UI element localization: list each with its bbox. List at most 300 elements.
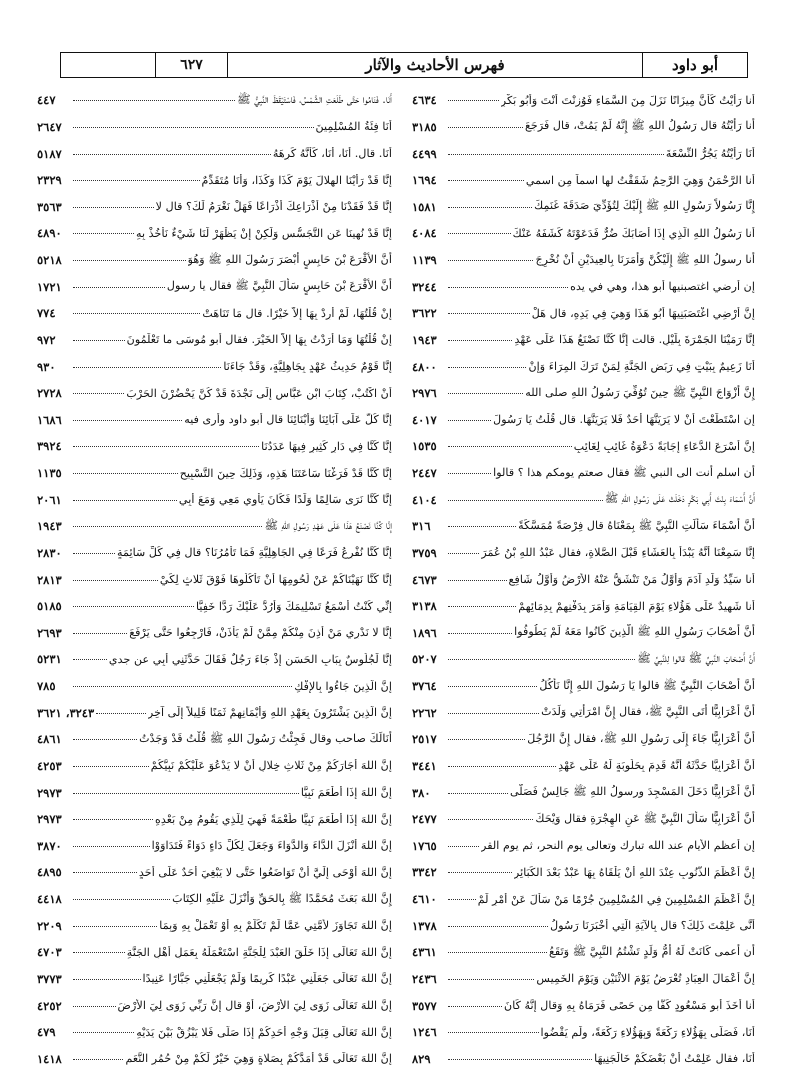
hadith-text: أَنا الرَّحْمَنُ وَهِيَ الرَّحِمُ شَقَقْتُ لها اسماً مِن اسمي: [525, 173, 755, 187]
dot-leader: [73, 632, 127, 634]
hadith-number: ٢٤٣٦: [412, 971, 437, 986]
hadith-number: ٣٨٠: [412, 785, 431, 800]
hadith-number: ٤٨٩٠: [37, 226, 62, 241]
index-entry: [37, 407, 392, 434]
hadith-number: ٤٧٠٣: [37, 945, 62, 960]
dot-leader: [448, 871, 512, 873]
dot-leader: [448, 712, 539, 714]
hadith-text: أَنَالَكَ صاحب وقال فَجِئْتُ رَسُولَ اللهِ ﷺ قُلْتُ قَدْ وَجَدْتُ: [139, 731, 392, 745]
dot-leader: [448, 206, 532, 208]
index-entry: [37, 247, 392, 274]
hadith-text: أن أعمى كَانَتْ لَهُ أُمُّ وَلَدٍ تَشْتُمُ النَّبِيَّ ﷺ وَتَقَعُ: [548, 944, 755, 958]
dot-leader: [73, 339, 125, 341]
index-entry: [37, 327, 392, 354]
hadith-number: ٤٨٩٥: [37, 865, 62, 880]
hadith-number: ١٤١٨: [37, 1051, 62, 1066]
hadith-number: ٣١٣٨: [412, 599, 437, 614]
index-entry: [412, 433, 755, 460]
index-entry: [37, 433, 392, 460]
hadith-number: ٣٨٧٠: [37, 838, 62, 853]
hadith-text: أنا رَأَيْتُهُ قال رَسُولُ اللهِ ﷺ إِنَّهُ لَمْ يَمُتْ، قال فَرَجَعَ: [524, 119, 755, 133]
hadith-number: ١٦٩٤: [412, 173, 437, 188]
dot-leader: [73, 392, 124, 394]
index-entry: [37, 593, 392, 620]
hadith-text: أَنَّ أَصْحَابَ النَّبِيِّ ﷺ قالوا يَا رَسُولَ اللهِ إِنَّا نَأْكُلُ: [539, 678, 755, 692]
hadith-number: ٣٧٧٣: [37, 971, 62, 986]
hadith-number: ٤٠١٧: [412, 412, 437, 427]
hadith-number: ٤٤٧: [37, 93, 56, 108]
hadith-text: إِنَّا قَوْمٌ حَدِيثُ عَهْدٍ بِجَاهِلِيَّةٍ، وَقَدْ جَاءَنَا: [223, 360, 392, 374]
hadith-text: إِنَّا قَدْ نُهِينَا عَنِ التَّجَسُّسِ وَلَكِنْ إِنْ يَظْهَرْ لَنَا شَيْءٌ نَأْخُذْ بِهِ: [136, 226, 392, 240]
dot-leader: [73, 871, 137, 873]
hadith-text: أَنَّ الأَقْرَعَ بْنَ حَابِسٍ سَأَلَ النَّبِيَّ ﷺ فقال يا رسول: [166, 279, 392, 293]
dot-leader: [448, 126, 523, 128]
dot-leader: [448, 605, 516, 607]
hadith-number: ٣١٨٥: [412, 119, 437, 134]
hadith-text: أَنَّ أَصْحَابَ النَّبِيِّ ﷺ قالوا لِلنَّبِيِّ ﷺ: [637, 651, 755, 665]
hadith-text: أَنَا. قال. أَنَا، أَنَا، كَأَنَّهُ كَرِهَهُ: [272, 147, 392, 161]
hadith-number: ٢٨١٣: [37, 572, 62, 587]
dot-leader: [448, 738, 525, 740]
hadith-text: أَنَا، فقال عَلِمْتُ أَنْ بَعْضَكُمْ خَالَجَنِيهَا: [594, 1052, 755, 1066]
dot-leader: [73, 685, 292, 687]
index-entry: [412, 646, 755, 673]
hadith-text: إِنَّا كُنَّا فِي دَارٍ كَثِيرٍ فِيهَا عَدَدُنَا: [261, 439, 392, 453]
hadith-text: إِنَّ أَسْرَعَ الدُّعَاءِ إِجَابَةً دَعْوَةُ غَائِبٍ لِغَائِبٍ: [573, 439, 755, 453]
dot-leader: [448, 658, 635, 660]
hadith-number: ٣٧٦٤: [412, 679, 437, 694]
dot-leader: [448, 392, 523, 394]
hadith-text: إِنَّ اللهَ تَعَالَى قِبَلَ وَجْهِ أَحَدِكُمْ إِذَا صَلَّى فَلا يَبْزُقْ بَيْنَ يَدَيْهِ: [136, 1025, 392, 1039]
hadith-text: إِنَّا كُنَّا قَدْ فَرَغْنَا سَاعَتَنَا هَذِهِ، وَذَلِكَ حِينَ التَّسْبِيحِ: [179, 466, 392, 480]
hadith-number: ٢٦٤٧: [37, 119, 62, 134]
hadith-text: إِنَّ أَعْظَمَ الذُّنُوبِ عِنْدَ اللهِ أَنْ يَلْقَاهُ بِهَا عَبْدٌ بَعْدَ الكَبَائِرِ: [513, 865, 755, 879]
dot-leader: [73, 605, 194, 607]
hadith-number: ٣٣٤٢: [412, 865, 437, 880]
index-entry: [412, 300, 755, 327]
dot-leader: [73, 818, 153, 820]
index-entry: [37, 1019, 392, 1046]
index-entry: [412, 220, 755, 247]
hadith-text: إِنْ قُلْتُهَا، لَمْ أُرِدْ بِهَا إِلاَّ خَيْرًا. قال مَا تَنَاهَتْ: [202, 306, 392, 320]
hadith-number: ٤٦١٠: [412, 892, 437, 907]
hadith-number: ٤٨٠٠: [412, 359, 437, 374]
index-entry: [412, 566, 755, 593]
hadith-text: أَنَّ أَعْرَابِيًّا سَأَلَ النَّبِيَّ ﷺ عَنِ الهِجْرَةِ فقال وَيْحَكَ: [535, 811, 755, 825]
dot-leader: [73, 525, 262, 527]
hadith-number: ١٩٤٣: [37, 519, 62, 534]
hadith-number: ٥٢٠٧: [412, 652, 437, 667]
index-entry: [412, 380, 755, 407]
hadith-text: إِنَّ اللهَ تَجَاوَزَ لأُمَّتِي عَمَّا لَمْ تَكَلَّمْ بِهِ أَوْ تَعْمَلْ بِهِ وَبِمَا: [159, 919, 392, 933]
hadith-number: ٤١٠٤: [412, 492, 437, 507]
dot-leader: [73, 312, 200, 314]
index-entry: [37, 273, 392, 300]
index-entry: [37, 114, 392, 141]
index-entry: [37, 966, 392, 993]
hadith-text: أَنَّ أَصْحَابَ رَسُولِ اللهِ ﷺ الَّذِينَ كَانُوا مَعَهُ لَمْ يَطُوفُوا: [514, 625, 755, 639]
hadith-text: إِنَّ اللهَ تَعَالَى جَعَلَنِي عَبْدًا كَرِيمًا وَلَمْ يَجْعَلْنِي جَبَّارًا عَنِيدًا: [142, 972, 392, 986]
hadith-number: ٢٨٣٠: [37, 545, 62, 560]
index-entry: [37, 540, 392, 567]
index-entry: [37, 699, 392, 726]
index-entry: [412, 912, 755, 939]
hadith-text: إِنَّا سَمِعْنَا أَنَّهُ يَبْدَأُ بِالعَشَاءِ قَبْلَ الصَّلاةِ، فقال عَبْدُ اللهِ بْنُ عُمَرَ: [481, 546, 755, 560]
index-entry: [37, 460, 392, 487]
index-entry: [37, 859, 392, 886]
page-number: ٦٢٧: [156, 53, 228, 77]
index-entry: [412, 273, 755, 300]
dot-leader: [448, 445, 572, 447]
index-entry: [412, 939, 755, 966]
dot-leader: [448, 579, 507, 581]
hadith-number: ٢٩٧٦: [412, 386, 437, 401]
hadith-number: ١٥٣٥: [412, 439, 437, 454]
index-entry: [37, 87, 392, 114]
index-entry: [412, 806, 755, 833]
dot-leader: [73, 445, 259, 447]
hadith-text: إِنَّ اللهَ تَعَالَى قَدْ أَمَدَّكُمْ بِصَلاةٍ وَهِيَ خَيْرٌ لَكُمْ مِنْ حُمُرِ النَّعَمِ: [125, 1052, 392, 1066]
index-entry: [412, 992, 755, 1019]
hadith-number: ٧٧٤: [37, 306, 56, 321]
hadith-number: ٨٢٩: [412, 1051, 431, 1066]
dot-leader: [448, 286, 568, 288]
index-entry: [412, 966, 755, 993]
index-entry: [37, 194, 392, 221]
hadith-number: ١٩٤٣: [412, 332, 437, 347]
hadith-number: ٣٩٢٤: [37, 439, 62, 454]
dot-leader: [448, 792, 508, 794]
hadith-number: ٤٠٨٤: [412, 226, 437, 241]
index-entry: [37, 486, 392, 513]
index-entry: [412, 726, 755, 753]
hadith-number: ٩٣٠: [37, 359, 56, 374]
index-entry: [37, 1046, 392, 1073]
hadith-number: ٢٥١٧: [412, 732, 437, 747]
dot-leader: [448, 632, 512, 634]
dot-leader: [73, 1058, 123, 1060]
hadith-text: إِنَّا رَسُولاً رَسُولِ اللهِ ﷺ إِلَيْكَ لِتُؤَدِّيَ صَدَقَةَ غَنَمِكَ: [534, 199, 755, 213]
hadith-number: ٣٢٤٤: [412, 279, 437, 294]
dot-leader: [73, 845, 150, 847]
hadith-number: ٢٢٦٢: [412, 705, 437, 720]
index-entry: [412, 833, 755, 860]
dot-leader: [73, 499, 177, 501]
index-entry: [412, 540, 755, 567]
hadith-text: إِنَّ الَّذِينَ يَشْتَرُونَ بِعَهْدِ اللهِ وَأَيْمَانِهِمْ ثَمَنًا قَلِيلاً إِلَى آخِرِ: [147, 706, 392, 720]
index-entry: [412, 779, 755, 806]
hadith-number: ٢٩٧٣: [37, 812, 62, 827]
index-entry: [412, 327, 755, 354]
hadith-text: إن أعظم الأيام عند الله تبارك وتعالى يوم النحر، ثم يوم القر: [481, 839, 755, 853]
dot-leader: [73, 1005, 116, 1007]
left-column: [37, 87, 392, 1072]
index-entry: [37, 886, 392, 913]
hadith-text: أَنَا. فَنَامُوا حَتَّى طَلَعَتِ الشَّمْسُ، فَاسْتَيْقَظَ النَّبِيُّ ﷺ: [237, 92, 392, 106]
hadith-number: ١٧٢١: [37, 279, 62, 294]
hadith-number: ٤٣٦١: [412, 945, 437, 960]
hadith-number: ٣١٦: [412, 519, 431, 534]
hadith-text: إِنَّ اللهَ إِذَا أَطْعَمَ نَبِيًّا طُعْمَةً فَهِيَ لِلَّذِي يَقُومُ مِنْ بَعْدِهِ: [154, 812, 392, 826]
hadith-text: أَنا رسولُ اللهِ ﷺ إِلَيْكُنَّ وَأَمَرَنَا بِالعِيدَيْنِ أَنْ نُخْرِجَ: [535, 252, 755, 266]
index-entry: [412, 114, 755, 141]
index-entry: [412, 673, 755, 700]
hadith-text: أَنَا زَعِيمٌ بِبَيْتٍ فِي رَبَضِ الجَنَّةِ لِمَنْ تَرَكَ المِرَاءَ وَإِنْ: [528, 360, 755, 374]
dot-leader: [73, 206, 154, 208]
book-name: أبو داود: [642, 53, 747, 77]
page-header: [60, 52, 748, 78]
hadith-text: إِنَّا قَدْ رَأَيْنَا الهِلالَ يَوْمَ كَذَا وَكَذَا، وَأَنَا مُتَقَدِّمٌ: [201, 173, 392, 187]
hadith-number: ١٧٦٥: [412, 838, 437, 853]
hadith-text: إِنَّ أَزْوَاجَ النَّبِيِّ ﷺ حِينَ تُوُفِّيَ رَسُولُ اللهِ صلى الله: [525, 385, 755, 399]
hadith-text: أَنْ اكْتُبْ، كِتَابَ ابْنِ عَبَّاسٍ إِلَى نَجْدَةَ قَدْ كُنَّ يَحْضُرْنَ الحَرْبَ: [126, 386, 392, 400]
dot-leader: [448, 898, 476, 900]
hadith-number: ٢٦٩٣: [37, 625, 62, 640]
dot-leader: [73, 925, 157, 927]
hadith-number: ٩٧٢: [37, 332, 56, 347]
hadith-number: ١١٣٥: [37, 466, 62, 481]
hadith-text: إن أرضي اغتصبنيها أبو هذا، وهي في يده: [570, 280, 755, 294]
hadith-text: إِنَّ اللهَ أَوْحَى إِلَيَّ أَنْ تَوَاضَعُوا حَتَّى لا يَبْغِيَ أَحَدٌ عَلَى أَحَدٍ: [138, 865, 392, 879]
hadith-text: إِنَّا رَمَيْنَا الجَمْرَةَ بِلَيْلٍ. قالت إِنَّا كُنَّا نَصْنَعُ هَذَا عَلَى عَهْدِ: [514, 333, 755, 347]
dot-leader: [73, 765, 149, 767]
dot-leader: [73, 366, 221, 368]
hadith-number: ٤٨٦١: [37, 732, 62, 747]
hadith-number: ٤٢٥٢: [37, 998, 62, 1013]
hadith-number: ١٥٨١: [412, 199, 437, 214]
index-entry: [412, 87, 755, 114]
hadith-number: ١٢٤٦: [412, 1025, 437, 1040]
hadith-text: أَنَا، فَصَلَّى بِهَؤُلاءِ رَكْعَةً وَبِهَؤُلاءِ رَكْعَةً، ولَم يَقْضُوا: [540, 1025, 755, 1039]
index-entry: [37, 646, 392, 673]
index-entry: [37, 353, 392, 380]
index-entry: [37, 620, 392, 647]
hadith-text: أَنَّ أَعْرَابِيًّا حَدَّثَهُ أَنَّهُ قَدِمَ بِحَلُوبَةٍ لَهُ عَلَى عَهْدِ: [558, 759, 755, 773]
hadith-number: ١٦٨٦: [37, 412, 62, 427]
index-entry: [37, 220, 392, 247]
dot-leader: [448, 925, 548, 927]
dot-leader: [448, 978, 534, 980]
dot-leader: [448, 179, 524, 181]
hadith-text: إِنَّ اللهَ تَعَالَى إِذَا خَلَقَ العَبْدَ لِلْجَنَّةِ اسْتَعْمَلَهُ بِعَمَلِ أَهْلِ الجَنَّةِ: [126, 945, 392, 959]
index-entry: [412, 1046, 755, 1073]
index-entry: [37, 806, 392, 833]
hadith-text: إِنَّ اللهَ تَعَالَى زَوَى لِيَ الأَرْضَ، أَوْ قال إِنَّ رَبِّي زَوَى لِيَ الأَرْضَ: [117, 999, 392, 1013]
hadith-number: ٢٠٦١: [37, 492, 62, 507]
dot-leader: [448, 232, 511, 234]
hadith-number: ٤٦٧٣: [412, 572, 437, 587]
index-entry: [37, 939, 392, 966]
index-entry: [37, 673, 392, 700]
hadith-text: أَنا رَأَيْتُ كَأَنَّ مِيزَانًا نَزَلَ مِنَ السَّمَاءِ فَوُزِنْتَ أَنْتَ وَأَبُو بَكْرٍ: [500, 93, 755, 107]
dot-leader: [448, 845, 479, 847]
hadith-text: أَنَا رَأَيْتُهُ يَجُرُّ النِّسْعَةَ: [665, 147, 755, 161]
dot-leader: [73, 978, 141, 980]
hadith-text: إِنْ قُلْتُهَا وَمَا أَرَدْتُ بِهَا إِلاَّ الخَيْرَ. فقال أبو مُوسَى ما تَعْلَمُونَ: [126, 333, 392, 347]
index-entry: [37, 779, 392, 806]
dot-leader: [73, 658, 107, 660]
index-entry: [412, 753, 755, 780]
hadith-number: ٥٢٣١: [37, 652, 62, 667]
dot-leader: [448, 525, 516, 527]
index-entry: [37, 380, 392, 407]
hadith-text: أَنا شَهِيدٌ عَلَى هَؤُلاءِ يَوْمَ القِيَامَةِ وَأَمَرَ بِدَفْنِهِمْ بِدِمَائِهِمْ: [518, 599, 755, 613]
hadith-text: أَنَّ أَعْرَابِيًّا أَتَى النَّبِيَّ ﷺ، فقال إِنَّ امْرَأَتِي وَلَدَتْ: [541, 705, 755, 719]
hadith-text: أَنا أَخَذَ أبو مَسْعُودٍ كَفًّا مِن حَصًى فَرَمَاهُ بِهِ وَقال إِنَّهُ كَانَ: [504, 999, 755, 1013]
hadith-number: ٤٦٣٤: [412, 93, 437, 108]
dot-leader: [448, 818, 533, 820]
hadith-number: ١٣٧٨: [412, 918, 437, 933]
hadith-text: إِنَّا كُنَّا نَرَى سَالِمًا وَلَدًا فَكَانَ يَأْوِي مَعِي وَمَعَ أَبِي: [178, 493, 392, 507]
hadith-number: ٣٥٧٧: [412, 998, 437, 1013]
dot-leader: [73, 951, 125, 953]
hadith-number: ٥١٨٧: [37, 146, 62, 161]
dot-leader: [448, 472, 491, 474]
dot-leader: [96, 712, 146, 714]
index-entry: [412, 513, 755, 540]
dot-leader: [73, 232, 134, 234]
hadith-number: ١١٣٩: [412, 253, 437, 268]
dot-leader: [448, 366, 526, 368]
hadith-number: ٢٧٢٨: [37, 386, 62, 401]
index-entry: [412, 167, 755, 194]
hadith-text: إِنَّ أَرْضِي اغْتَصَبَنِيهَا أَبُو هَذَا وَهِيَ فِي يَدِهِ، قال هَلْ: [531, 306, 755, 320]
index-entry: [412, 859, 755, 886]
hadith-number: ٢٤٧٧: [412, 812, 437, 827]
hadith-number: ١٨٩٦: [412, 625, 437, 640]
dot-leader: [448, 685, 537, 687]
index-entry: [412, 353, 755, 380]
dot-leader: [448, 312, 530, 314]
hadith-text: أَنا رَسُولُ اللهِ الَّذِي إِذَا أَصَابَكَ ضُرٌّ فَدَعَوْتَهُ كَشَفَهُ عَنْكَ: [512, 226, 755, 240]
dot-leader: [73, 472, 178, 474]
dot-leader: [448, 99, 499, 101]
index-entry: [37, 833, 392, 860]
index-entry: [37, 513, 392, 540]
index-entry: [412, 140, 755, 167]
dot-leader: [73, 126, 314, 128]
index-entry: [412, 460, 755, 487]
dot-leader: [448, 153, 664, 155]
dot-leader: [73, 552, 115, 554]
dot-leader: [73, 259, 186, 261]
hadith-text: إِنَّا قَدْ فَقَدْنَا مِنْ أَذْرَاعِكَ أَذْرَاعًا فَهَلْ نَغْرَمُ لَكَ؟ قال لا: [155, 200, 392, 214]
dot-leader: [448, 951, 547, 953]
dot-leader: [73, 286, 165, 288]
dot-leader: [448, 339, 512, 341]
hadith-number: ٣٥٦٣: [37, 199, 62, 214]
hadith-number: ٤٧٩: [37, 1025, 56, 1040]
index-entry: [412, 407, 755, 434]
hadith-text: أَنَّ أَسْمَاءَ سَأَلَتِ النَّبِيَّ ﷺ بِمَعْنَاهُ قال فِرْصَةً مُمَسَّكَةً: [518, 518, 755, 532]
dot-leader: [73, 898, 170, 900]
dot-leader: [73, 99, 235, 101]
hadith-number: ٣٧٥٩: [412, 545, 437, 560]
dot-leader: [73, 153, 271, 155]
index-entry: [37, 726, 392, 753]
index-entry: [37, 566, 392, 593]
hadith-number: ٢٩٧٣: [37, 785, 62, 800]
hadith-text: إِنَّا كُنَّا نُفْرِعُ فَرَعًا فِي الجَاهِلِيَّةِ فَمَا تَأْمُرُنَا؟ قال فِي كُلِّ سَائِمَةٍ: [117, 546, 392, 560]
hadith-text: إِنَّ أَعْمَالَ العِبَادِ تُعْرَضُ يَوْمَ الاثْنَيْنِ وَيَوْمَ الخَمِيسِ: [536, 972, 755, 986]
index-entry: [37, 753, 392, 780]
index-entry: [412, 194, 755, 221]
hadith-text: إِنَّا كُنَّا نَصْنَعُ هَذَا عَلَى عَهْدِ رَسُولِ اللهِ ﷺ: [264, 518, 392, 532]
hadith-number: ٥٢١٨: [37, 253, 62, 268]
hadith-text: أَنَّى عَلِمْتَ ذَلِكَ؟ قال بِالآيَةِ الَّتِي أَخْبَرَنَا رَسُولُ: [550, 919, 755, 933]
index-entry: [37, 992, 392, 1019]
index-entry: [412, 620, 755, 647]
hadith-text: أَنَا فِئَةُ المُسْلِمِينَ: [315, 120, 392, 134]
hadith-text: أَنا سَيِّدُ وَلَدِ آدَمَ وَأَوَّلُ مَنْ تَنْشَقُّ عَنْهُ الأَرْضُ وَأَوَّلُ شَافِعٍ: [508, 573, 755, 587]
dot-leader: [448, 259, 533, 261]
dot-leader: [73, 1031, 134, 1033]
index-entry: [412, 486, 755, 513]
index-entry: [37, 167, 392, 194]
hadith-number: ٤٤١٨: [37, 892, 62, 907]
index-entry: [412, 593, 755, 620]
hadith-text: إِنَّ اللهَ بَعَثَ مُحَمَّدًا ﷺ بِالحَقِّ وَأَنْزَلَ عَلَيْهِ الكِتَابَ: [172, 891, 392, 905]
index-entry: [412, 699, 755, 726]
dot-leader: [73, 419, 182, 421]
hadith-text: أَنَّ الأَقْرَعَ بْنَ حَابِسٍ أَبْصَرَ رَسُولَ اللهِ ﷺ وَهُوَ: [187, 252, 392, 266]
dot-leader: [73, 738, 137, 740]
index-entry: [412, 1019, 755, 1046]
hadith-number: ٣٦٢٢: [412, 306, 437, 321]
dot-leader: [448, 1005, 502, 1007]
dot-leader: [448, 419, 491, 421]
hadith-text: أن اسلم أنت الى النبي ﷺ فقال صعتم يومكم هذا ؟ قالوا: [493, 465, 755, 479]
dot-leader: [448, 765, 556, 767]
hadith-text: إِنِّي كُنْتُ أَسْمَعُ تَسْلِيمَكَ وَأَرُدُّ عَلَيْكَ رَدًّا خَفِيًّا: [195, 599, 392, 613]
page-number-cell: [61, 53, 156, 77]
hadith-text: إِنَّ اللهَ أَجَارَكُمْ مِنْ ثَلاثِ خِلالٍ أَنْ لا يَدْعُوَ عَلَيْكُمْ نَبِيُّكُمْ: [150, 759, 392, 773]
hadith-number: ٢٢٠٩: [37, 918, 62, 933]
hadith-text: إِنَّا كُنَّا نَهَيْنَاكُمْ عَنْ لُحُومِهَا أَنْ تَأْكُلُوهَا فَوْقَ ثَلاثٍ لِكَيْ: [159, 573, 392, 587]
hadith-number: ٤٢٥٣: [37, 758, 62, 773]
hadith-text: إِنَّ أَعْظَمَ المُسْلِمِينَ فِي المُسْلِمِينَ جُرْمًا مَنْ سَأَلَ عَنْ أَمْرٍ لَمْ: [477, 892, 755, 906]
hadith-number: ٢٤٤٧: [412, 466, 437, 481]
hadith-text: إِنَّ الَّذِينَ جَاءُوا بِالإِفْكِ: [294, 679, 392, 693]
dot-leader: [73, 792, 299, 794]
hadith-number: ٣٢٤٣، ٣٦٢١: [37, 705, 95, 720]
index-entry: [37, 912, 392, 939]
hadith-text: إِنَّ اللهَ إِذَا أَطْعَمَ نَبِيًّا: [300, 786, 392, 800]
hadith-number: ٧٨٥: [37, 679, 56, 694]
index-entry: [37, 300, 392, 327]
hadith-number: ٢٣٢٩: [37, 173, 62, 188]
dot-leader: [73, 579, 158, 581]
dot-leader: [448, 1031, 539, 1033]
dot-leader: [448, 552, 479, 554]
hadith-number: ٥١٨٥: [37, 599, 62, 614]
hadith-number: ٣٤٤١: [412, 758, 437, 773]
hadith-text: إِنَّا لَجُلُوسٌ بِبَابِ الحَسَنِ إِذْ جَاءَ رَجُلٌ فَقَالَ حَدَّثَنِي أَبِي عن جدي: [108, 652, 392, 666]
index-entry: [412, 886, 755, 913]
dot-leader: [73, 179, 200, 181]
hadith-text: أَنَّ أَسْمَاءَ بِنْتَ أَبِي بَكْرٍ دَخَلَتْ عَلَى رَسُولِ اللهِ ﷺ: [604, 492, 755, 506]
hadith-number: ٤٤٩٩: [412, 146, 437, 161]
dot-leader: [448, 499, 603, 501]
hadith-text: إِنِ اسْتَطَعْتَ أَنْ لا يَرَيَنَّهَا أَحَدٌ فَلا يَرَيَنَّهَا. قال قُلْتُ يَا رَسُولَ: [493, 413, 755, 427]
hadith-text: إِنَّا لا نَدْرِي مَنْ أَذِنَ مِنْكُمْ مِمَّنْ لَمْ يَأْذَنْ، فَارْجِعُوا حَتَّى يَرْفَعَ: [129, 626, 392, 640]
index-entry: [412, 247, 755, 274]
hadith-text: إِنَّا كُلٌّ عَلَى آبَائِنَا وَأَبْنَائِنَا قال أبو داود وأرى فيه: [184, 413, 392, 427]
dot-leader: [448, 1058, 592, 1060]
hadith-text: أَنَّ أَعْرَابِيًّا دَخَلَ المَسْجِدَ ورسولُ اللهِ ﷺ جَالِسٌ فَصَلَّى: [509, 785, 755, 799]
right-column: [412, 87, 755, 1072]
hadith-text: إِنَّ اللهَ أَنْزَلَ الدَّاءَ وَالدَّوَاءَ وَجَعَلَ لِكُلِّ دَاءٍ دَوَاءً فَتَدَاوَوْا: [151, 839, 392, 853]
